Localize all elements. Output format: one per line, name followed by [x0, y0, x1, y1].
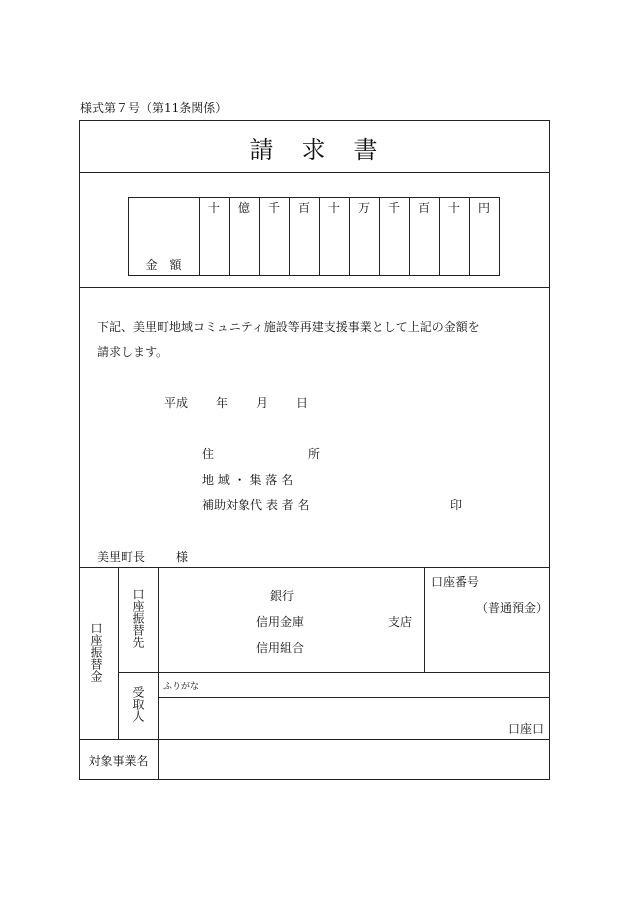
date-year: 年	[216, 396, 229, 410]
amount-unit-hyakuman: 百	[297, 201, 310, 215]
page-title: 請 求 書	[249, 136, 380, 164]
transfer-divider	[118, 672, 550, 673]
statement-line-2: 請求します。	[97, 345, 169, 359]
amount-label: 金 額	[145, 258, 182, 272]
account-number-border	[424, 567, 425, 672]
furigana-label: ふりがな	[163, 682, 200, 692]
bank-label: 銀行	[270, 589, 295, 603]
amount-unit-sen: 千	[387, 201, 400, 215]
date-day: 日	[296, 396, 309, 410]
payment-left-column-border	[118, 567, 119, 739]
project-divider	[79, 739, 550, 740]
addressee-honorific: 様	[176, 550, 189, 564]
amount-divider	[79, 287, 550, 288]
amount-unit-jyuman: 十	[327, 201, 340, 215]
address-label-start: 住	[202, 447, 215, 461]
shinkin-label: 信用金庫	[256, 615, 305, 629]
representative-label: 補助対象代 表 者 名	[202, 498, 310, 512]
account-type-label: （普通預金）	[476, 601, 549, 615]
title-divider	[79, 172, 550, 173]
seal-mark: 印	[450, 498, 463, 512]
amount-unit-jyuoku: 十	[207, 201, 220, 215]
addressee-name: 美里町長	[97, 550, 146, 564]
community-label: 地 域 ・ 集 落 名	[202, 473, 294, 487]
account-suffix-label: 口座口	[508, 722, 545, 736]
amount-unit-oku: 億	[237, 201, 250, 215]
date-month: 月	[256, 396, 269, 410]
project-name-label: 対象事業名	[88, 754, 149, 768]
payment-top-border	[79, 567, 550, 568]
label-column-border	[158, 567, 159, 780]
kumiai-label: 信用組合	[256, 641, 305, 655]
amount-unit-jyu: 十	[447, 201, 460, 215]
date-era: 平成	[164, 396, 189, 410]
amount-unit-en: 円	[477, 201, 490, 215]
payment-section-label: 口座振替金	[89, 622, 103, 682]
form-label: 様式第７号（第11条関係）	[80, 101, 228, 115]
transfer-destination-label: 口座振替先	[131, 588, 145, 648]
amount-unit-senman: 千	[267, 201, 280, 215]
statement-line-1: 下記、美里町地域コミュニティ施設等再建支援事業として上記の金額を	[97, 320, 480, 334]
furigana-divider	[158, 697, 550, 698]
amount-unit-hyaku: 百	[417, 201, 430, 215]
recipient-label: 受取人	[131, 686, 145, 722]
amount-unit-man: 万	[357, 201, 370, 215]
address-label-end: 所	[308, 447, 321, 461]
branch-label: 支店	[388, 615, 413, 629]
account-number-label: 口座番号	[431, 575, 480, 589]
